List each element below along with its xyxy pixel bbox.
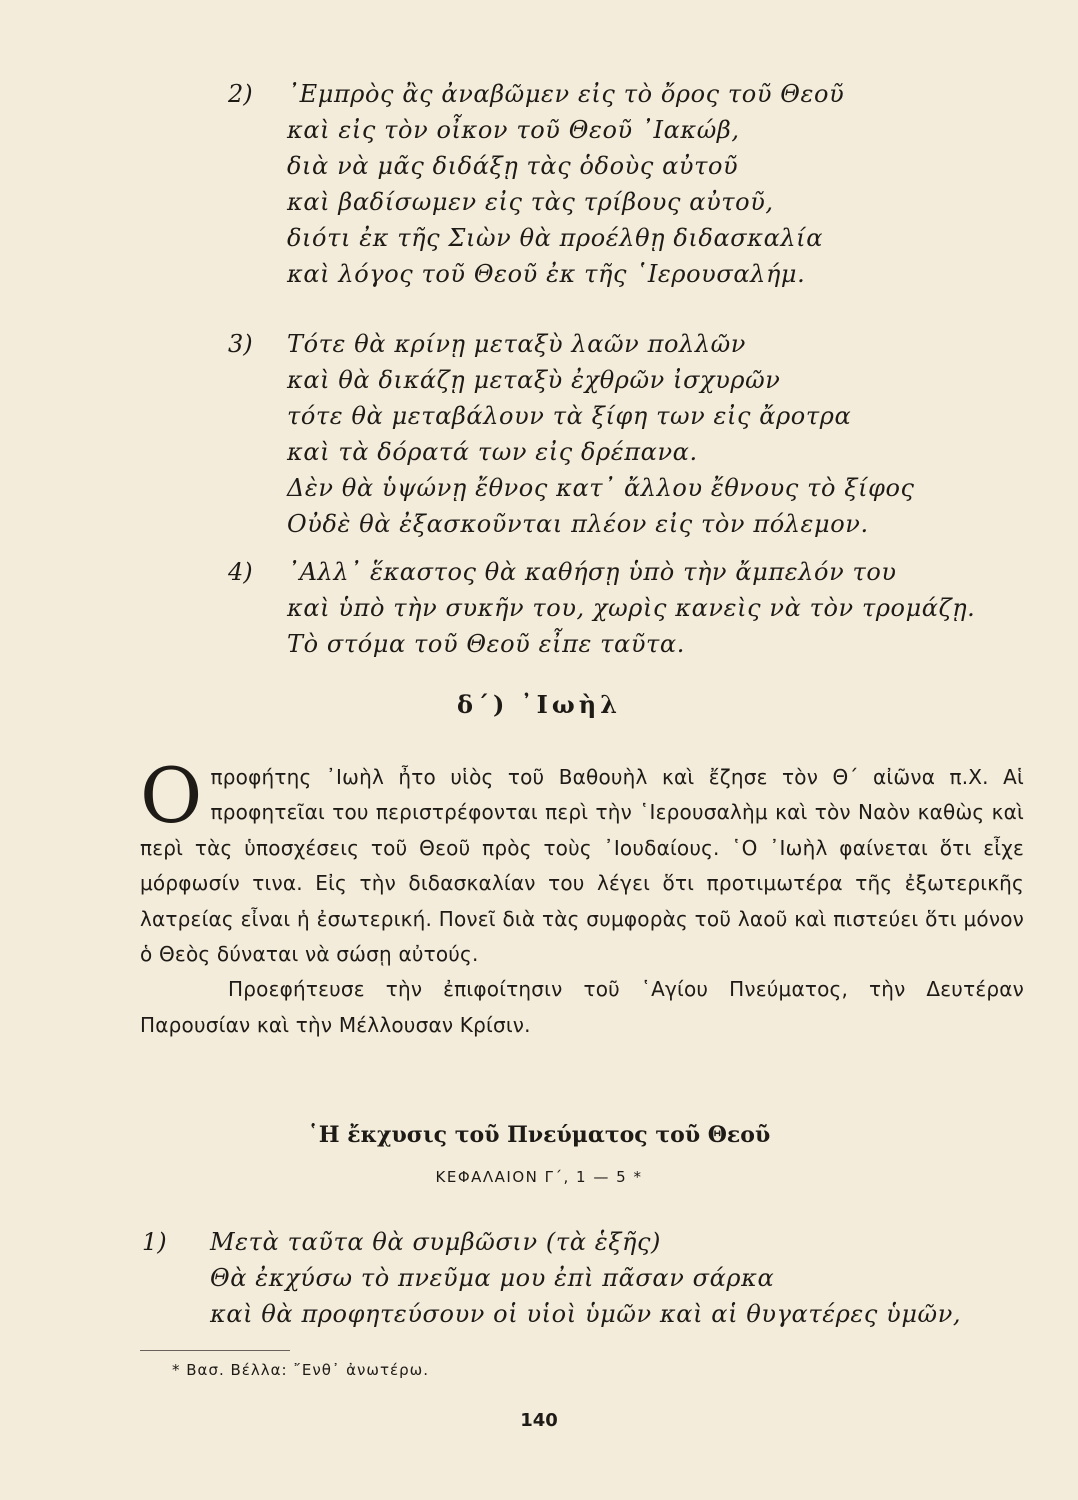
verse-line: ᾿Αλλ᾿ ἕκαστος θὰ καθήσῃ ὑπὸ τὴν ἄμπελόν του [287,558,897,586]
prose-body [140,751,1024,1043]
verse-line: καὶ βαδίσωμεν εἰς τὰς τρίβους αὐτοῦ, [287,188,774,216]
verse-line: Τότε θὰ κρίνῃ μεταξὺ λαῶν πολλῶν [287,330,746,358]
verse-line: ᾿Εμπρὸς ἂς ἀναβῶμεν εἰς τὸ ὄρος τοῦ Θεοῦ [287,80,845,108]
verse-line: καὶ λόγος τοῦ Θεοῦ ἐκ τῆς ῾Ιερουσαλήμ. [287,260,806,288]
drop-cap: Ο [140,751,203,840]
verse-line: καὶ θὰ προφητεύσουν οἱ υἱοὶ ὑμῶν καὶ αἱ θυγατέρες ὑμῶν, [210,1300,962,1328]
verse-line: καὶ εἰς τὸν οἶκον τοῦ Θεοῦ ᾿Ιακώβ, [287,116,740,144]
subheading: ῾Η ἔκχυσις τοῦ Πνεύματος τοῦ Θεοῦ [307,1122,771,1148]
verse-line: Μετὰ ταῦτα θὰ συμβῶσιν (τὰ ἑξῆς) [210,1228,662,1256]
verse-line: καὶ θὰ δικάζῃ μεταξὺ ἐχθρῶν ἰσχυρῶν [287,366,781,394]
prose-paragraph [140,751,1024,972]
paragraph-text: προφήτης ᾿Ιωὴλ ἦτο υἱὸς τοῦ Βαθουὴλ καὶ ἔζησε τὸν Θ΄ αἰῶνα π.Χ. Αἱ προφητεῖαι του περιστρέφονται περὶ τὴν ῾Ιερουσαλὴμ καὶ τὸν Ναὸν καθὼς καὶ περὶ τὰς ὑποσχέσεις τοῦ Θεοῦ πρὸς τοὺς ᾿Ιουδαίους. ῾Ο ᾿Ιωὴλ φαίνεται ὅτι εἶχε μόρφωσίν τινα. Εἰς τὴν διδασκαλίαν του λέγει ὅτι προτιμωτέρα τῆς ἐξωτερικῆς λατρείας εἶναι ἡ ἐσωτερική. Πονεῖ διὰ τὰς συμφορὰς τοῦ λαοῦ καὶ πιστεύει ὅτι μόνον ὁ Θεὸς δύναται νὰ σώσῃ αὐτούς. [140,765,1024,967]
verse-line: Θὰ ἐκχύσω τὸ πνεῦμα μου ἐπὶ πᾶσαν σάρκα [210,1264,775,1292]
verse-line: Δὲν θὰ ὑψώνῃ ἔθνος κατ᾿ ἄλλου ἔθνους τὸ ξίφος [287,474,915,502]
verse-line: διὰ νὰ μᾶς διδάξῃ τὰς ὁδοὺς αὐτοῦ [287,152,739,180]
verse-line: καὶ τὰ δόρατά των εἰς δρέπανα. [287,438,698,466]
section-heading: δ΄) ᾿Ιωὴλ [456,690,622,719]
verse-line: Τὸ στόμα τοῦ Θεοῦ εἶπε ταῦτα. [287,630,685,658]
verse-line: Οὐδὲ θὰ ἐξασκοῦνται πλέον εἰς τὸν πόλεμον. [287,510,869,538]
page-number: 140 [520,1410,558,1431]
verse-number: 3) [228,330,253,358]
verse-number: 1) [142,1228,167,1256]
footnote: * Βασ. Βέλλα: ῎Ενθ᾿ ἀνωτέρω. [172,1361,429,1379]
footnote-rule [140,1350,290,1351]
prose-paragraph: Προεφήτευσε τὴν ἐπιφοίτησιν τοῦ ῾Αγίου Πνεύματος, τὴν Δευτέραν Παρουσίαν καὶ τὴν Μέλλουσαν Κρίσιν. [140,977,1024,1037]
verse-line: καὶ ὑπὸ τὴν συκῆν του, χωρὶς κανεὶς νὰ τὸν τρομάζῃ. [287,594,976,622]
verse-line: διότι ἐκ τῆς Σιὼν θὰ προέλθῃ διδασκαλία [287,224,824,252]
verse-number: 2) [228,80,253,108]
chapter-reference: ΚΕΦΑΛΑΙΟΝ Γ΄, 1 — 5 * [435,1168,643,1186]
verse-line: τότε θὰ μεταβάλουν τὰ ξίφη των εἰς ἄροτρα [287,402,852,430]
verse-number: 4) [228,558,253,586]
